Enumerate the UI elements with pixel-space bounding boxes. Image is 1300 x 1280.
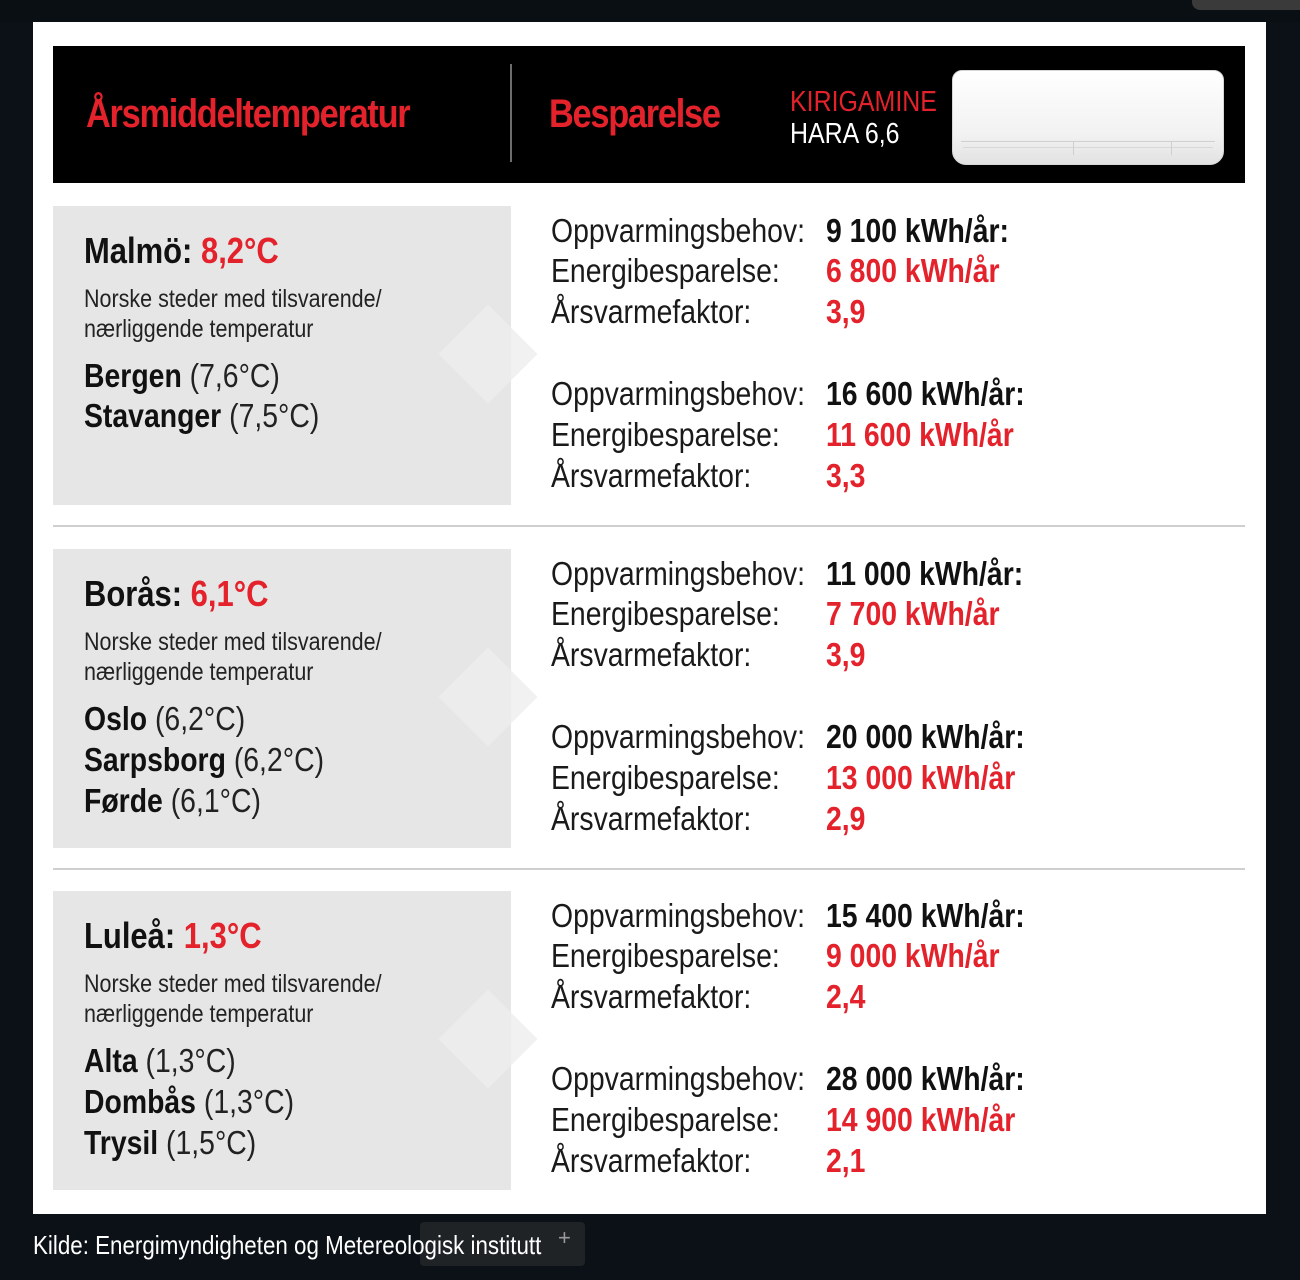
zoom-in-icon[interactable]: + xyxy=(558,1225,571,1250)
label-saving: Energibesparelse: xyxy=(551,416,780,453)
product-model: HARA 6,6 xyxy=(790,118,900,150)
value-factor: 3,3 xyxy=(826,457,866,494)
label-need: Oppvarmingsbehov: xyxy=(551,555,805,592)
header-separator xyxy=(510,64,512,162)
header-title-temperature: Årsmiddeltemperatur xyxy=(86,92,410,136)
label-factor: Årsvarmefaktor: xyxy=(551,800,752,837)
place-item: Dombås (1,3°C) xyxy=(84,1083,295,1120)
label-saving: Energibesparelse: xyxy=(551,937,780,974)
place-item: Sarpsborg (6,2°C) xyxy=(84,741,325,778)
arrow-shape xyxy=(439,305,538,404)
section-divider xyxy=(53,525,1245,527)
value-factor: 2,1 xyxy=(826,1142,866,1179)
air-conditioner-image xyxy=(952,70,1224,165)
section-lulea xyxy=(53,891,1245,1191)
corner-control xyxy=(1192,0,1300,10)
place-item: Trysil (1,5°C) xyxy=(84,1124,257,1161)
city-heading: Luleå: 1,3°C xyxy=(84,915,262,956)
value-need: 20 000 kWh/år: xyxy=(826,718,1025,755)
section-boras xyxy=(53,549,1245,849)
label-saving: Energibesparelse: xyxy=(551,252,780,289)
value-saving: 11 600 kWh/år xyxy=(826,416,1014,453)
place-item: Førde (6,1°C) xyxy=(84,782,261,819)
label-factor: Årsvarmefaktor: xyxy=(551,293,752,330)
arrow-shape xyxy=(439,990,538,1089)
label-factor: Årsvarmefaktor: xyxy=(551,457,752,494)
similar-places-note: Norske steder med tilsvarende/ nærliggende temperatur xyxy=(84,285,382,343)
city-heading: Malmö: 8,2°C xyxy=(84,230,279,271)
value-factor: 2,4 xyxy=(826,978,866,1015)
similar-places-note: Norske steder med tilsvarende/ nærliggende temperatur xyxy=(84,970,382,1028)
value-need: 11 000 kWh/år: xyxy=(826,555,1024,592)
value-saving: 6 800 kWh/år xyxy=(826,252,1000,289)
city-temperature: 8,2°C xyxy=(200,230,279,271)
value-saving: 7 700 kWh/år xyxy=(826,595,1000,632)
label-need: Oppvarmingsbehov: xyxy=(551,718,805,755)
value-need: 9 100 kWh/år: xyxy=(826,212,1009,249)
place-item: Oslo (6,2°C) xyxy=(84,700,246,737)
label-saving: Energibesparelse: xyxy=(551,1101,780,1138)
header-title-savings: Besparelse xyxy=(549,92,720,136)
section-malmo xyxy=(53,206,1245,506)
label-need: Oppvarmingsbehov: xyxy=(551,375,805,412)
source-caption: Kilde: Energimyndigheten og Metereologisk institutt xyxy=(33,1230,542,1260)
similar-places-note: Norske steder med tilsvarende/ nærliggende temperatur xyxy=(84,628,382,686)
arrow-shape xyxy=(439,648,538,747)
location-panel xyxy=(53,549,511,848)
label-factor: Årsvarmefaktor: xyxy=(551,978,752,1015)
value-factor: 3,9 xyxy=(826,293,866,330)
value-saving: 14 900 kWh/år xyxy=(826,1101,1016,1138)
product-brand: KIRIGAMINE xyxy=(790,86,937,118)
value-factor: 2,9 xyxy=(826,800,866,837)
label-need: Oppvarmingsbehov: xyxy=(551,1060,805,1097)
city-heading: Borås: 6,1°C xyxy=(84,573,269,614)
product-name xyxy=(790,86,937,150)
label-need: Oppvarmingsbehov: xyxy=(551,897,805,934)
value-factor: 3,9 xyxy=(826,636,866,673)
city-temperature: 6,1°C xyxy=(190,573,269,614)
label-need: Oppvarmingsbehov: xyxy=(551,212,805,249)
section-divider xyxy=(53,868,1245,870)
label-factor: Årsvarmefaktor: xyxy=(551,1142,752,1179)
header-bar xyxy=(53,46,1245,183)
place-item: Bergen (7,6°C) xyxy=(84,357,280,394)
value-need: 15 400 kWh/år: xyxy=(826,897,1025,934)
value-saving: 9 000 kWh/år xyxy=(826,937,1000,974)
city-temperature: 1,3°C xyxy=(183,915,262,956)
location-panel xyxy=(53,206,511,505)
place-item: Alta (1,3°C) xyxy=(84,1042,236,1079)
label-factor: Årsvarmefaktor: xyxy=(551,636,752,673)
infographic-card xyxy=(33,22,1266,1214)
label-saving: Energibesparelse: xyxy=(551,595,780,632)
label-saving: Energibesparelse: xyxy=(551,759,780,796)
value-saving: 13 000 kWh/år xyxy=(826,759,1016,796)
value-need: 16 600 kWh/år: xyxy=(826,375,1025,412)
place-item: Stavanger (7,5°C) xyxy=(84,397,320,434)
value-need: 28 000 kWh/år: xyxy=(826,1060,1025,1097)
location-panel xyxy=(53,891,511,1190)
top-bar xyxy=(0,0,1300,22)
